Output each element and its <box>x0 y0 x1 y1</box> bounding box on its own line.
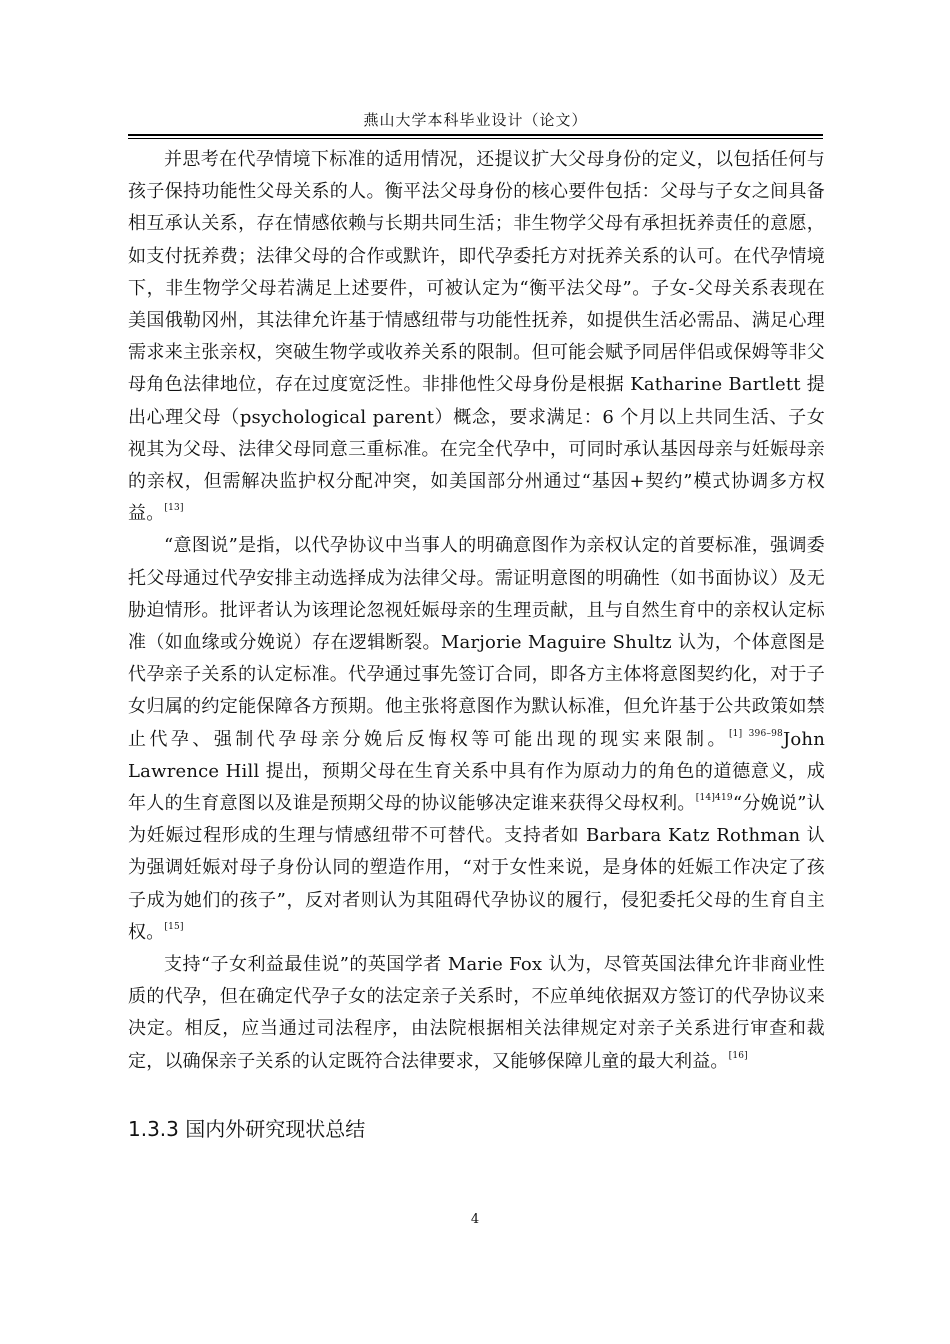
body-paragraph <box>128 530 825 949</box>
citation-superscript: [15] <box>164 921 184 932</box>
citation-superscript: [13] <box>164 503 184 514</box>
paragraph-text: 并思考在代孕情境下标准的适用情况，还提议扩大父母身份的定义，以包括任何与孩子保持功能性父母关系的人。衡平法父母身份的核心要件包括：父母与子女之间具备相互承认关系，存在情感依赖与长期共同生活；非生物学父母有承担抚养责任的意愿，如支付抚养费；法律父母的合作或默许，即代孕委托方对抚养关系的认可。在代孕情境下，非生物学父母若满足上述要件，可被认定为“衡平法父母”。子女-父母关系表现在美国俄勒冈州，其法律允许基于情感纽带与功能性抚养，如提供生活必需品、满足心理需求来主张亲权，突破生物学或收养关系的限制。但可能会赋予同居伴侣或保姆等非父母角色法律地位，存在过度宽泛性。非排他性父母身份是根据 Katharine Bartlett 提出心理父母（psychological parent）概念，要求满足：6 个月以上共同生活、子女视其为父母、法律父母同意三重标准。在完全代孕中，可同时承认基因母亲与妊娠母亲的亲权，但需解决监护权分配冲突，如美国部分州通过“基因+契约”模式协调多方权益。 <box>128 149 825 525</box>
header-rule-thin <box>128 138 823 139</box>
citation-superscript: [14]419 <box>695 793 733 804</box>
citation-superscript: [16] <box>728 1050 748 1061</box>
paragraph-text: John Lawrence Hill 提出，预期父母在生育关系中具有作为原动力的角色的道德意义，成年人的生育意图以及谁是预期父母的协议能够决定谁来获得父母权利。 <box>128 728 825 815</box>
paragraph-text: 支持“子女利益最佳说”的英国学者 Marie Fox 认为，尽管英国法律允许非商业性质的代孕，但在确定代孕子女的法定亲子关系时，不应单纯依据双方签订的代孕协议来决定。相反，应当通过司法程序，由法院根据相关法律规定对亲子关系进行审查和裁定，以确保亲子关系的认定既符合法律要求，又能够保障儿童的最大利益。 <box>128 954 825 1072</box>
page-header-title: 燕山大学本科毕业设计（论文） <box>363 111 588 129</box>
header-rule-thick <box>128 134 823 136</box>
page-number: 4 <box>470 1212 480 1227</box>
body-paragraph <box>128 144 825 530</box>
citation-superscript: [1] 396–98 <box>728 728 783 739</box>
body-text <box>128 144 825 1078</box>
paragraph-text: “分娩说”认为妊娠过程形成的生理与情感纽带不可替代。支持者如 Barbara Katz Rothman 认为强调妊娠对母子身份认同的塑造作用，“对于女性来说，是身体的妊娠工作决定了孩子成为她们的孩子”，反对者则认为其阻碍代孕协议的履行，侵犯委托父母的生育自主权。 <box>128 793 825 943</box>
body-paragraph <box>128 949 825 1078</box>
paragraph-text: “意图说”是指，以代孕协议中当事人的明确意图作为亲权认定的首要标准，强调委托父母通过代孕安排主动选择成为法律父母。需证明意图的明确性（如书面协议）及无胁迫情形。批评者认为该理论忽视妊娠母亲的生理贡献，且与自然生育中的亲权认定标准（如血缘或分娩说）存在逻辑断裂。Marjorie Maguire Shultz 认为，个体意图是代孕亲子关系的认定标准。代孕通过事先签订合同，即各方主体将意图契约化，对于子女归属的约定能保障各方预期。他主张将意图作为默认标准，但允许基于公共政策如禁止代孕、强制代孕母亲分娩后反悔权等可能出现的现实来限制。 <box>128 535 825 750</box>
section-heading: 1.3.3 国内外研究现状总结 <box>128 1117 366 1141</box>
